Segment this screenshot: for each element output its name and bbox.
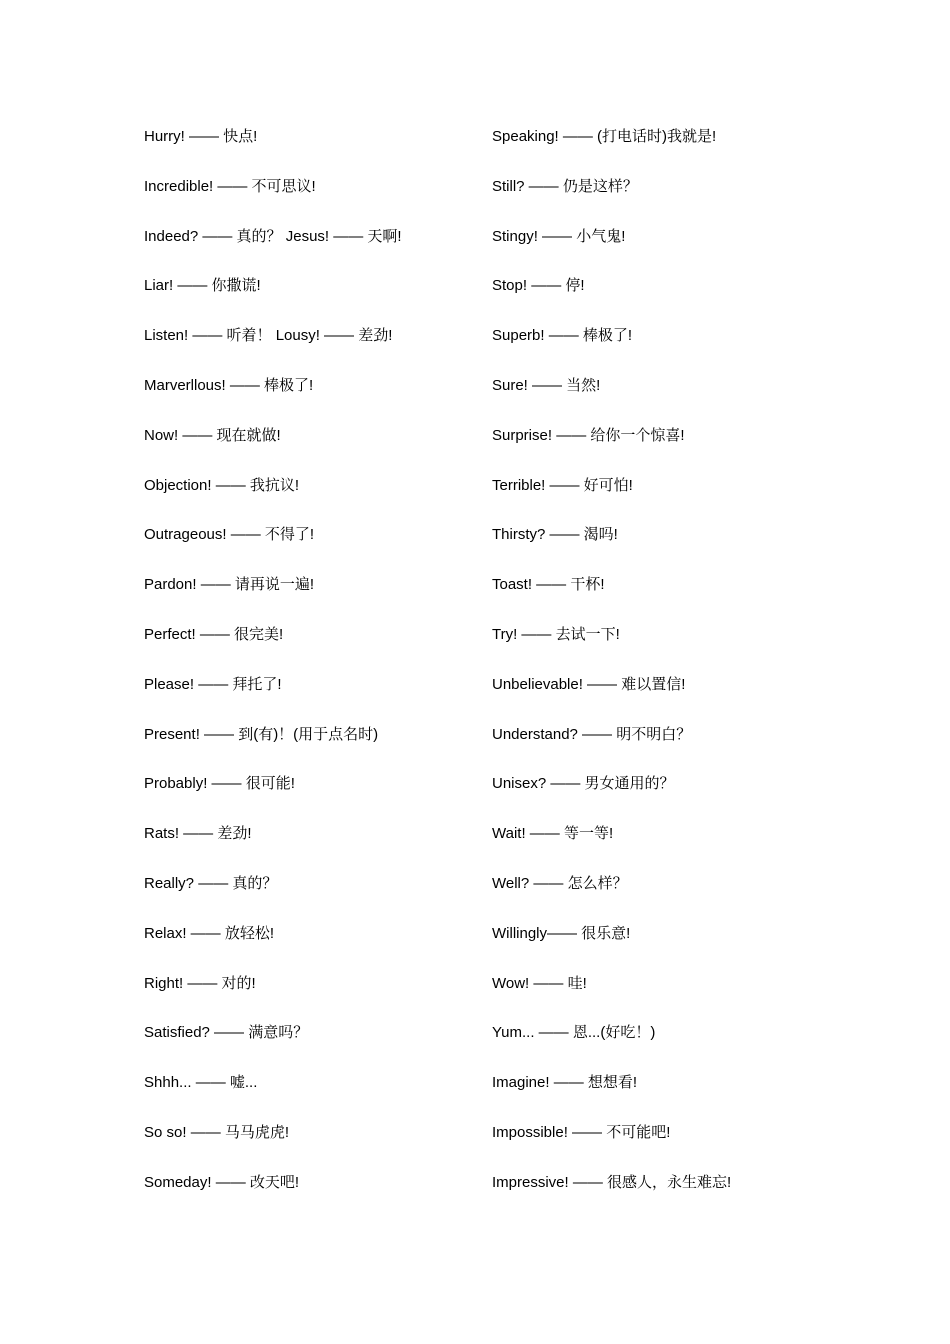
- phrase-entry: Outrageous! —— 不得了!: [144, 526, 315, 544]
- phrase-entry: Right! —— 对的!: [144, 974, 256, 992]
- phrase-entry: Surprise! —— 给你一个惊喜!: [492, 426, 685, 444]
- phrase-entry: Thirsty? —— 渴吗!: [492, 526, 618, 544]
- phrase-entry: Still? —— 仍是这样？: [492, 177, 638, 195]
- phrase-entry: Sure! —— 当然!: [492, 376, 601, 394]
- phrase-entry: So so! —— 马马虎虎!: [144, 1123, 290, 1141]
- phrase-entry: Superb! —— 棒极了!: [492, 327, 633, 345]
- phrase-entry: Pardon! —— 请再说一遍!: [144, 576, 315, 594]
- phrase-entry: Satisfied? —— 满意吗？: [144, 1024, 309, 1042]
- phrase-entry: Hurry! —— 快点!: [144, 128, 258, 145]
- phrase-entry: Toast! —— 干杯!: [492, 576, 605, 594]
- phrase-entry: Speaking! —— (打电话时)我就是!: [492, 128, 717, 145]
- phrase-entry: Understand? —— 明不明白？: [492, 725, 692, 743]
- right-phrase-column: [492, 124, 812, 1220]
- phrase-entry: Relax! —— 放轻松!: [144, 924, 275, 942]
- phrase-entry: Shhh... —— 嘘...: [144, 1074, 258, 1092]
- phrase-entry: Try! —— 去试一下!: [492, 625, 620, 643]
- phrase-entry: Rats! —— 差劲!: [144, 825, 252, 843]
- phrase-entry: Objection! —— 我抗议!: [144, 476, 300, 494]
- phrase-entry: Please! —— 拜托了!: [144, 675, 282, 693]
- phrase-entry: Present! —— 到(有)！(用于点名时): [144, 725, 379, 743]
- phrase-entry: Listen! —— 听着！ Lousy! —— 差劲!: [144, 327, 393, 345]
- phrase-entry: Impressive! —— 很感人，永生难忘!: [492, 1173, 732, 1191]
- phrase-entry: Well? —— 怎么样？: [492, 874, 628, 892]
- phrase-entry: Marverllous! —— 棒极了!: [144, 376, 314, 394]
- phrase-entry: Unisex? —— 男女通用的？: [492, 775, 675, 793]
- phrase-entry: Yum... —— 恩...(好吃！): [492, 1024, 656, 1042]
- phrase-entry: Incredible! —— 不可思议!: [144, 177, 316, 195]
- phrase-entry: Impossible! —— 不可能吧!: [492, 1123, 671, 1141]
- phrase-entry: Someday! —— 改天吧!: [144, 1173, 300, 1191]
- phrase-entry: Liar! —— 你撒谎!: [144, 277, 261, 295]
- phrase-entry: Now! —— 现在就做!: [144, 426, 281, 444]
- left-phrase-column: [144, 124, 484, 1220]
- phrase-entry: Probably! —— 很可能!: [144, 775, 295, 793]
- phrase-entry: Indeed? —— 真的？ Jesus! —— 天啊!: [144, 227, 402, 245]
- phrase-entry: Wait! —— 等一等!: [492, 825, 614, 843]
- phrase-entry: Willingly—— 很乐意!: [492, 924, 631, 942]
- phrase-entry: Unbelievable! —— 难以置信!: [492, 675, 686, 693]
- phrase-entry: Really? —— 真的？: [144, 874, 278, 892]
- phrase-entry: Stop! —— 停!: [492, 277, 585, 295]
- phrase-entry: Imagine! —— 想想看!: [492, 1074, 638, 1092]
- phrase-entry: Wow! —— 哇!: [492, 974, 587, 992]
- phrase-entry: Terrible! —— 好可怕!: [492, 476, 633, 494]
- phrase-entry: Stingy! —— 小气鬼!: [492, 227, 626, 245]
- phrase-entry: Perfect! —— 很完美!: [144, 625, 284, 643]
